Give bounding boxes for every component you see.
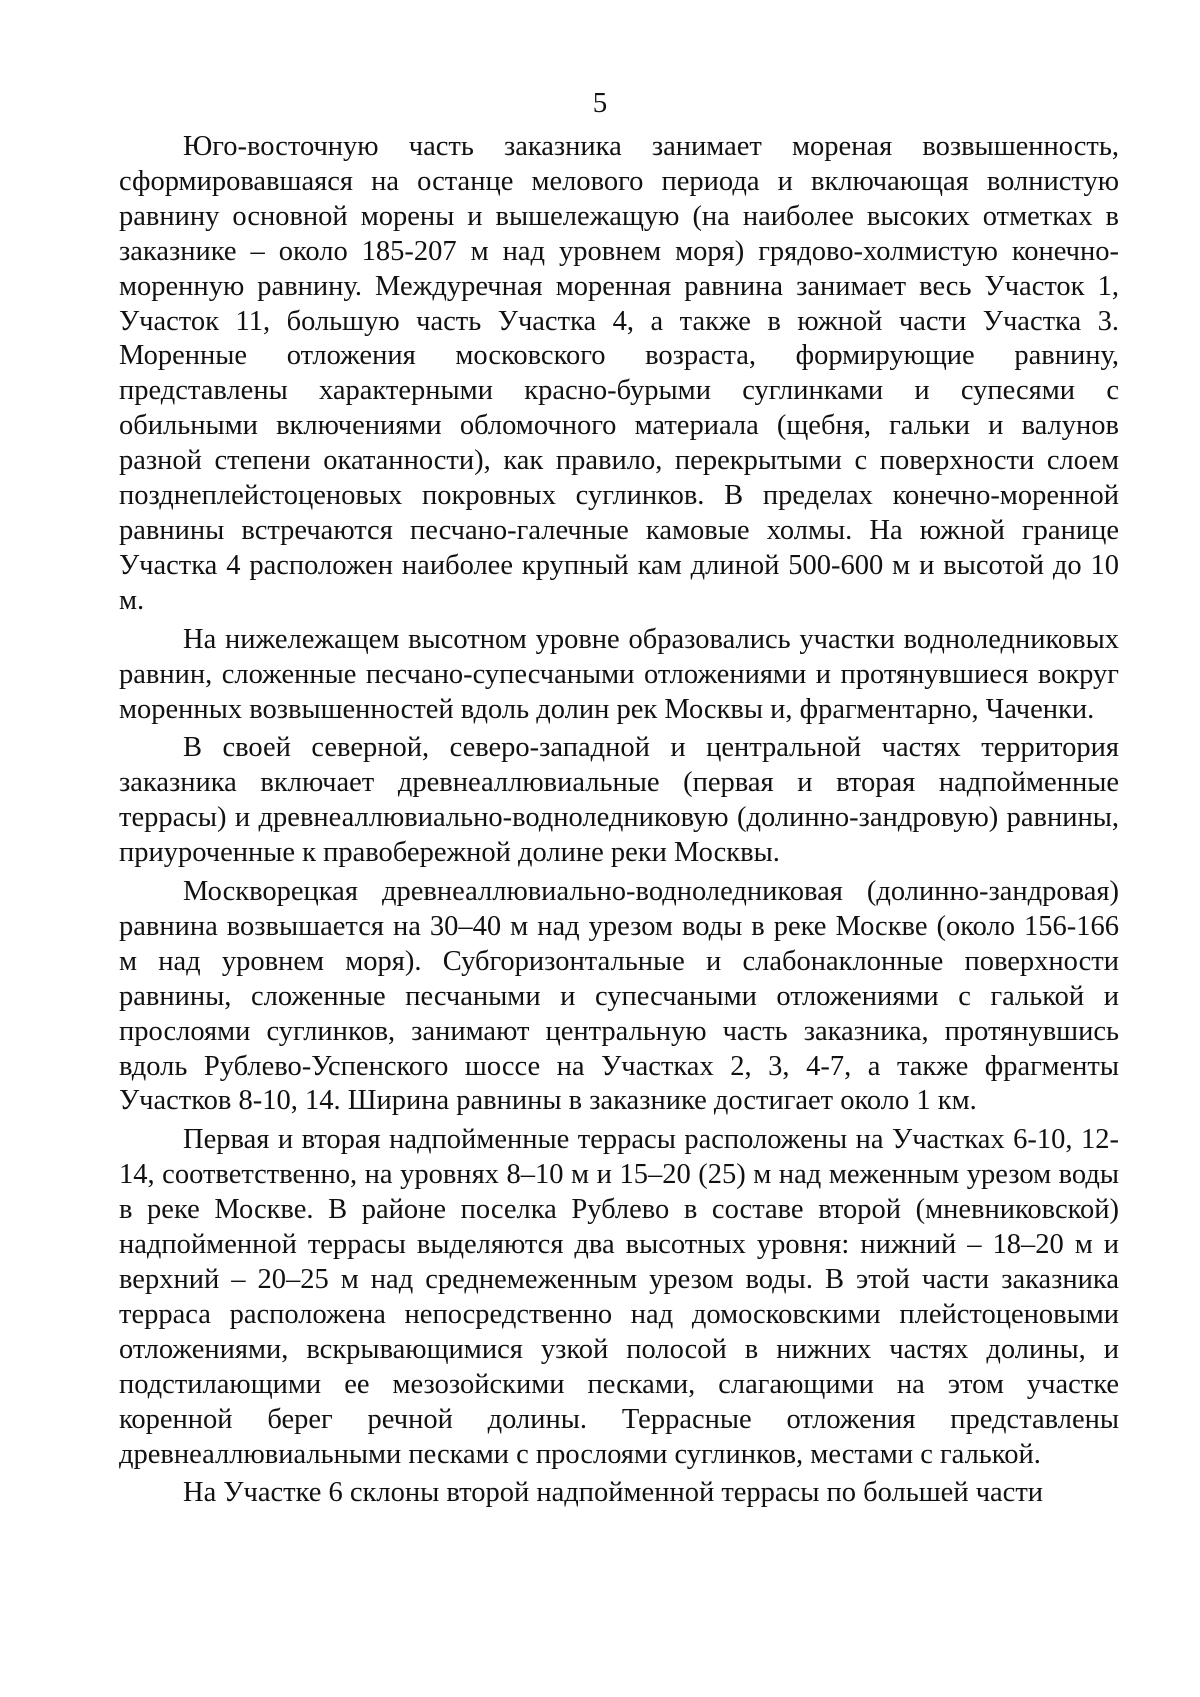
paragraph-moraine-upland: Юго-восточную часть заказника занимает мореная возвышенность, сформировавшаяся на останце мелового периода и включающая волнистую равнину основной морены и вышележащую (на наиболее высоких отметках в заказнике – около 185-207 м над уровнем моря) грядово-холмистую конечно-моренную равнину. Междуречная моренная равнина занимает весь Участок 1, Участок 11, большую часть Участка 4, а также в южной части Участка 3. Моренные отложения московского возраста, формирующие равнину, представлены характерными красно-бурыми суглинками и супесями с обильными включениями обломочного материала (щебня, гальки и валунов разной степени окатанности), как правило, перекрытыми с поверхности слоем позднеплейстоценовых покровных суглинков. В пределах конечно-моренной равнины встречаются песчано-галечные камовые холмы. На южной границе Участка 4 расположен наиболее крупный кам длиной 500-600 м и высотой до 10 м. — [119, 131, 1119, 616]
page-number: 5 — [592, 87, 608, 119]
paragraph-moskvoretskaya-plain: Москворецкая древнеаллювиально-водноледниковая (долинно-зандровая) равнина возвышается на 30–40 м над урезом воды в реке Москве (около 156-166 м над уровнем моря). Субгоризонтальные и слабонаклонные поверхности равнины, сложенные песчаными и супесчаными отложениями с галькой и прослоями суглинков, занимают центральную часть заказника, протянувшись вдоль Рублево-Успенского шоссе на Участках 2, 3, 4-7, а также фрагменты Участков 8-10, 14. Ширина равнины в заказнике достигает около 1 км. — [119, 876, 1119, 1117]
paragraph-floodplain-terraces: Первая и вторая надпойменные террасы расположены на Участках 6-10, 12-14, соответственно, на уровнях 8–10 м и 15–20 (25) м над меженным урезом воды в реке Москве. В районе поселка Рублево в составе второй (мневниковской) надпойменной террасы выделяются два высотных уровня: нижний – 18–20 м и верхний – 20–25 м над среднемеженным урезом воды. В этой части заказника терраса расположена непосредственно над домосковскими плейстоценовыми отложениями, вскрывающимися узкой полосой в нижних частях долины, и подстилающими ее мезозойскими песками, слагающими на этом участке коренной берег речной долины. Террасные отложения представлены древнеаллювиальными песками с прослоями суглинков, местами с галькой. — [119, 1124, 1119, 1470]
paragraph-outwash-plains: На нижележащем высотном уровне образовались участки водноледниковых равнин, сложенные песчано-супесчаными отложениями и протянувшиеся вокруг моренных возвышенностей вдоль долин рек Москвы и, фрагментарно, Чаченки. — [119, 623, 1119, 725]
paragraph-section-6-slopes: На Участке 6 склоны второй надпойменной террасы по большей части — [183, 1477, 1044, 1509]
paragraph-ancient-alluvial-plains: В своей северной, северо-западной и центральной частях территория заказника включает древнеаллювиальные (первая и вторая надпойменные террасы) и древнеаллювиально-водноледниковую (долинно-зандровую) равнины, приуроченные к правобережной долине реки Москвы. — [119, 732, 1119, 869]
body-text — [119, 130, 1119, 1511]
